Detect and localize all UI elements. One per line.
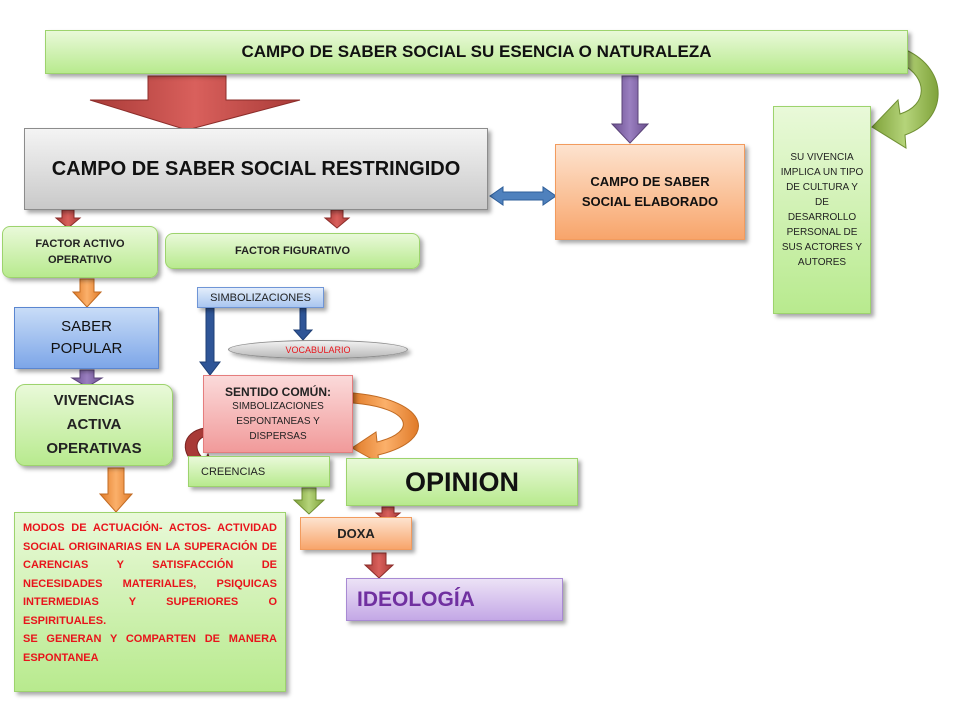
blue-arrow-vocabulario [294,308,312,340]
opinion-box [346,458,578,506]
title-text: CAMPO DE SABER SOCIAL SU ESENCIA O NATURALEZA [241,42,712,61]
green-arrow-doxa [294,488,324,514]
factor-figurativo-box [165,233,420,269]
vivencias-text: VIVENCIAS ACTIVA OPERATIVAS [46,392,142,457]
simbolizaciones-text: SIMBOLIZACIONES [210,291,311,304]
restringido-box [24,128,488,210]
ideologia-box [346,578,563,621]
vivencias-box [15,384,173,466]
sentido-comun-heading: SENTIDO COMÚN: [225,384,331,399]
modos-box [14,512,286,692]
creencias-box [188,456,330,487]
saber-popular-box [14,307,159,369]
saber-popular-text: SABER POPULAR [50,318,123,357]
modos-paragraph-2: SE GENERAN Y COMPARTEN DE MANERA ESPONTANEA [23,633,277,664]
red-arrow-figurativo [325,210,349,228]
ideologia-text: IDEOLOGÍA [357,587,475,611]
modos-paragraph-1: MODOS DE ACTUACIÓN- ACTOS- ACTIVIDAD SOCIAL ORIGINARIAS EN LA SUPERACIÓN DE CARENCIAS Y SATISFACCIÓN DE NECESIDADES MATERIALES, PSIQUICAS INTERMEDIAS Y SUPERIORES O ESPIRITUALES. [23,522,277,627]
vivencia-note-box [773,106,871,314]
elaborado-box [555,144,745,240]
sentido-comun-box [203,375,353,453]
vivencia-note-text: SU VIVENCIA IMPLICA UN TIPO DE CULTURA Y DE DESARROLLO PERSONAL DE SUS ACTORES Y AUTORES [780,152,864,268]
vocabulario-pill [228,340,408,359]
red-arrow-ideologia [365,553,393,578]
big-red-arrow [90,76,300,130]
sentido-comun-detail: SIMBOLIZACIONES ESPONTANEAS Y DISPERSAS [232,400,324,442]
factor-activo-text: FACTOR ACTIVO OPERATIVO [35,238,125,266]
factor-activo-box [2,226,158,278]
double-arrow [490,187,556,205]
blue-arrow-sentido [200,308,220,375]
vocabulario-text: VOCABULARIO [285,344,351,355]
restringido-text: CAMPO DE SABER SOCIAL RESTRINGIDO [51,157,461,180]
orange-arrow-modos [100,468,132,512]
doxa-text: DOXA [337,526,375,541]
factor-figurativo-text: FACTOR FIGURATIVO [234,245,351,257]
doxa-box [300,517,412,550]
opinion-text: OPINION [404,466,519,497]
purple-arrow-elaborado [612,76,648,143]
creencias-text: CREENCIAS [201,465,266,478]
orange-arrow-saber [73,279,101,307]
simbolizaciones-box [197,287,324,308]
elaborado-text: CAMPO DE SABER SOCIAL ELABORADO [581,174,719,209]
title-box [45,30,908,74]
orange-curved-arrow [352,393,418,463]
